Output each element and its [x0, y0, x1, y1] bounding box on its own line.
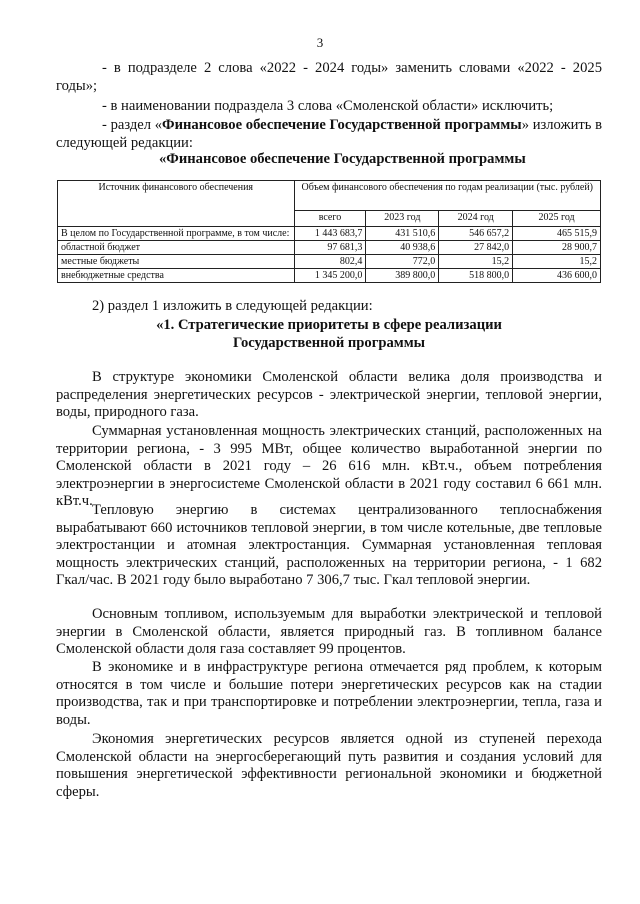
table-cell: 389 800,0 [366, 269, 439, 283]
amendment-item-3 [56, 117, 602, 152]
table-cell: 15,2 [513, 255, 601, 269]
table-cell: 465 515,9 [513, 227, 601, 241]
paragraph: В экономике и в инфраструктуре региона отмечается ряд проблем, к которым относятся в том числе и большие потери энергетических ресурсов как на стадии производства, так и при транспортировке и потреблении электроэнергии, тепла, газа и воды. [56, 659, 602, 728]
paragraph: Основным топливом, используемым для выработки электрической и тепловой энергии в Смоленской области, является природный газ. В топливном балансе Смоленской области доля газа составляет 99 процентов. [56, 606, 602, 657]
table-row [58, 227, 601, 241]
section1-title-line2: Государственной программы [232, 335, 426, 351]
amendment-section1-item: 2) раздел 1 изложить в следующей редакции: [92, 298, 373, 314]
table-subheader-2024: 2024 год [439, 211, 513, 227]
page-number: 3 [316, 35, 324, 50]
table-row [58, 255, 601, 269]
table-cell: 1 345 200,0 [294, 269, 366, 283]
table-cell: 97 681,3 [294, 241, 366, 255]
table-subheader-total: всего [294, 211, 366, 227]
amendment-item-3-suffix: » изложить в следующей редакции: [56, 117, 603, 151]
table-header-source: Источник финансового обеспечения [58, 181, 295, 227]
table-cell: 15,2 [439, 255, 513, 269]
paragraph: Тепловую энергию в системах централизованного теплоснабжения вырабатывают 660 источников тепловой энергии, в том числе котельные, две тепловые электростанции и атомная электростанция. Суммарная установленная тепловая мощность электрических станций, расположенных на территории региона, - 1 682 Гкал/час. В 2021 году было выработано 7 306,7 тыс. Гкал тепловой энергии. [56, 502, 602, 588]
paragraph: Экономия энергетических ресурсов является одной из ступеней перехода Смоленской области на энергосберегающий путь развития и создания условий для повышения энергетической эффективности региональной экономики и бюджетной сферы. [56, 731, 602, 800]
table-cell: 1 443 683,7 [294, 227, 366, 241]
table-cell: 431 510,6 [366, 227, 439, 241]
table-row-label: В целом по Государственной программе, в том числе: [58, 227, 295, 241]
amendment-item-3-bold: Финансовое обеспечение Государственной программы [162, 117, 522, 133]
amendment-item-1: - в подразделе 2 слова «2022 - 2024 годы» заменить словами «2022 - 2025 годы»; [56, 60, 602, 94]
table-row-label: внебюджетные средства [58, 269, 295, 283]
financing-section-title: «Финансовое обеспечение Государственной программы [159, 151, 526, 167]
section1-title-line1: «1. Стратегические приоритеты в сфере реализации [156, 317, 502, 333]
table-cell: 40 938,6 [366, 241, 439, 255]
table-cell: 802,4 [294, 255, 366, 269]
table-subheader-2025: 2025 год [513, 211, 601, 227]
paragraph: В структуре экономики Смоленской области велика доля производства и распределения энергетических ресурсов - электрической энергии, тепловой энергии, воды, природного газа. [56, 369, 602, 420]
table-cell: 518 800,0 [439, 269, 513, 283]
table-subheader-2023: 2023 год [366, 211, 439, 227]
table-cell: 28 900,7 [513, 241, 601, 255]
table-row [58, 269, 601, 283]
table-cell: 772,0 [366, 255, 439, 269]
table-row-label: местные бюджеты [58, 255, 295, 269]
table-cell: 546 657,2 [439, 227, 513, 241]
amendment-item-3-prefix: - раздел « [102, 117, 163, 133]
table-row [58, 241, 601, 255]
table-header-volume: Объем финансового обеспечения по годам реализации (тыс. рублей) [294, 181, 600, 211]
table-row-label: областной бюджет [58, 241, 295, 255]
financing-table [57, 180, 601, 283]
table-cell: 436 600,0 [513, 269, 601, 283]
table-cell: 27 842,0 [439, 241, 513, 255]
amendment-item-2: - в наименовании подраздела 3 слова «Смоленской области» исключить; [102, 98, 554, 114]
paragraph: Суммарная установленная мощность электрических станций, расположенных на территории региона, - 3 995 МВт, общее количество выработанной энергии по Смоленской области в 2021 году – 26 616 млн. кВт.ч., объем потребления электроэнергии в энергосистеме Смоленской области в 2021 году составил 6 661 млн. кВт.ч. [56, 423, 602, 509]
